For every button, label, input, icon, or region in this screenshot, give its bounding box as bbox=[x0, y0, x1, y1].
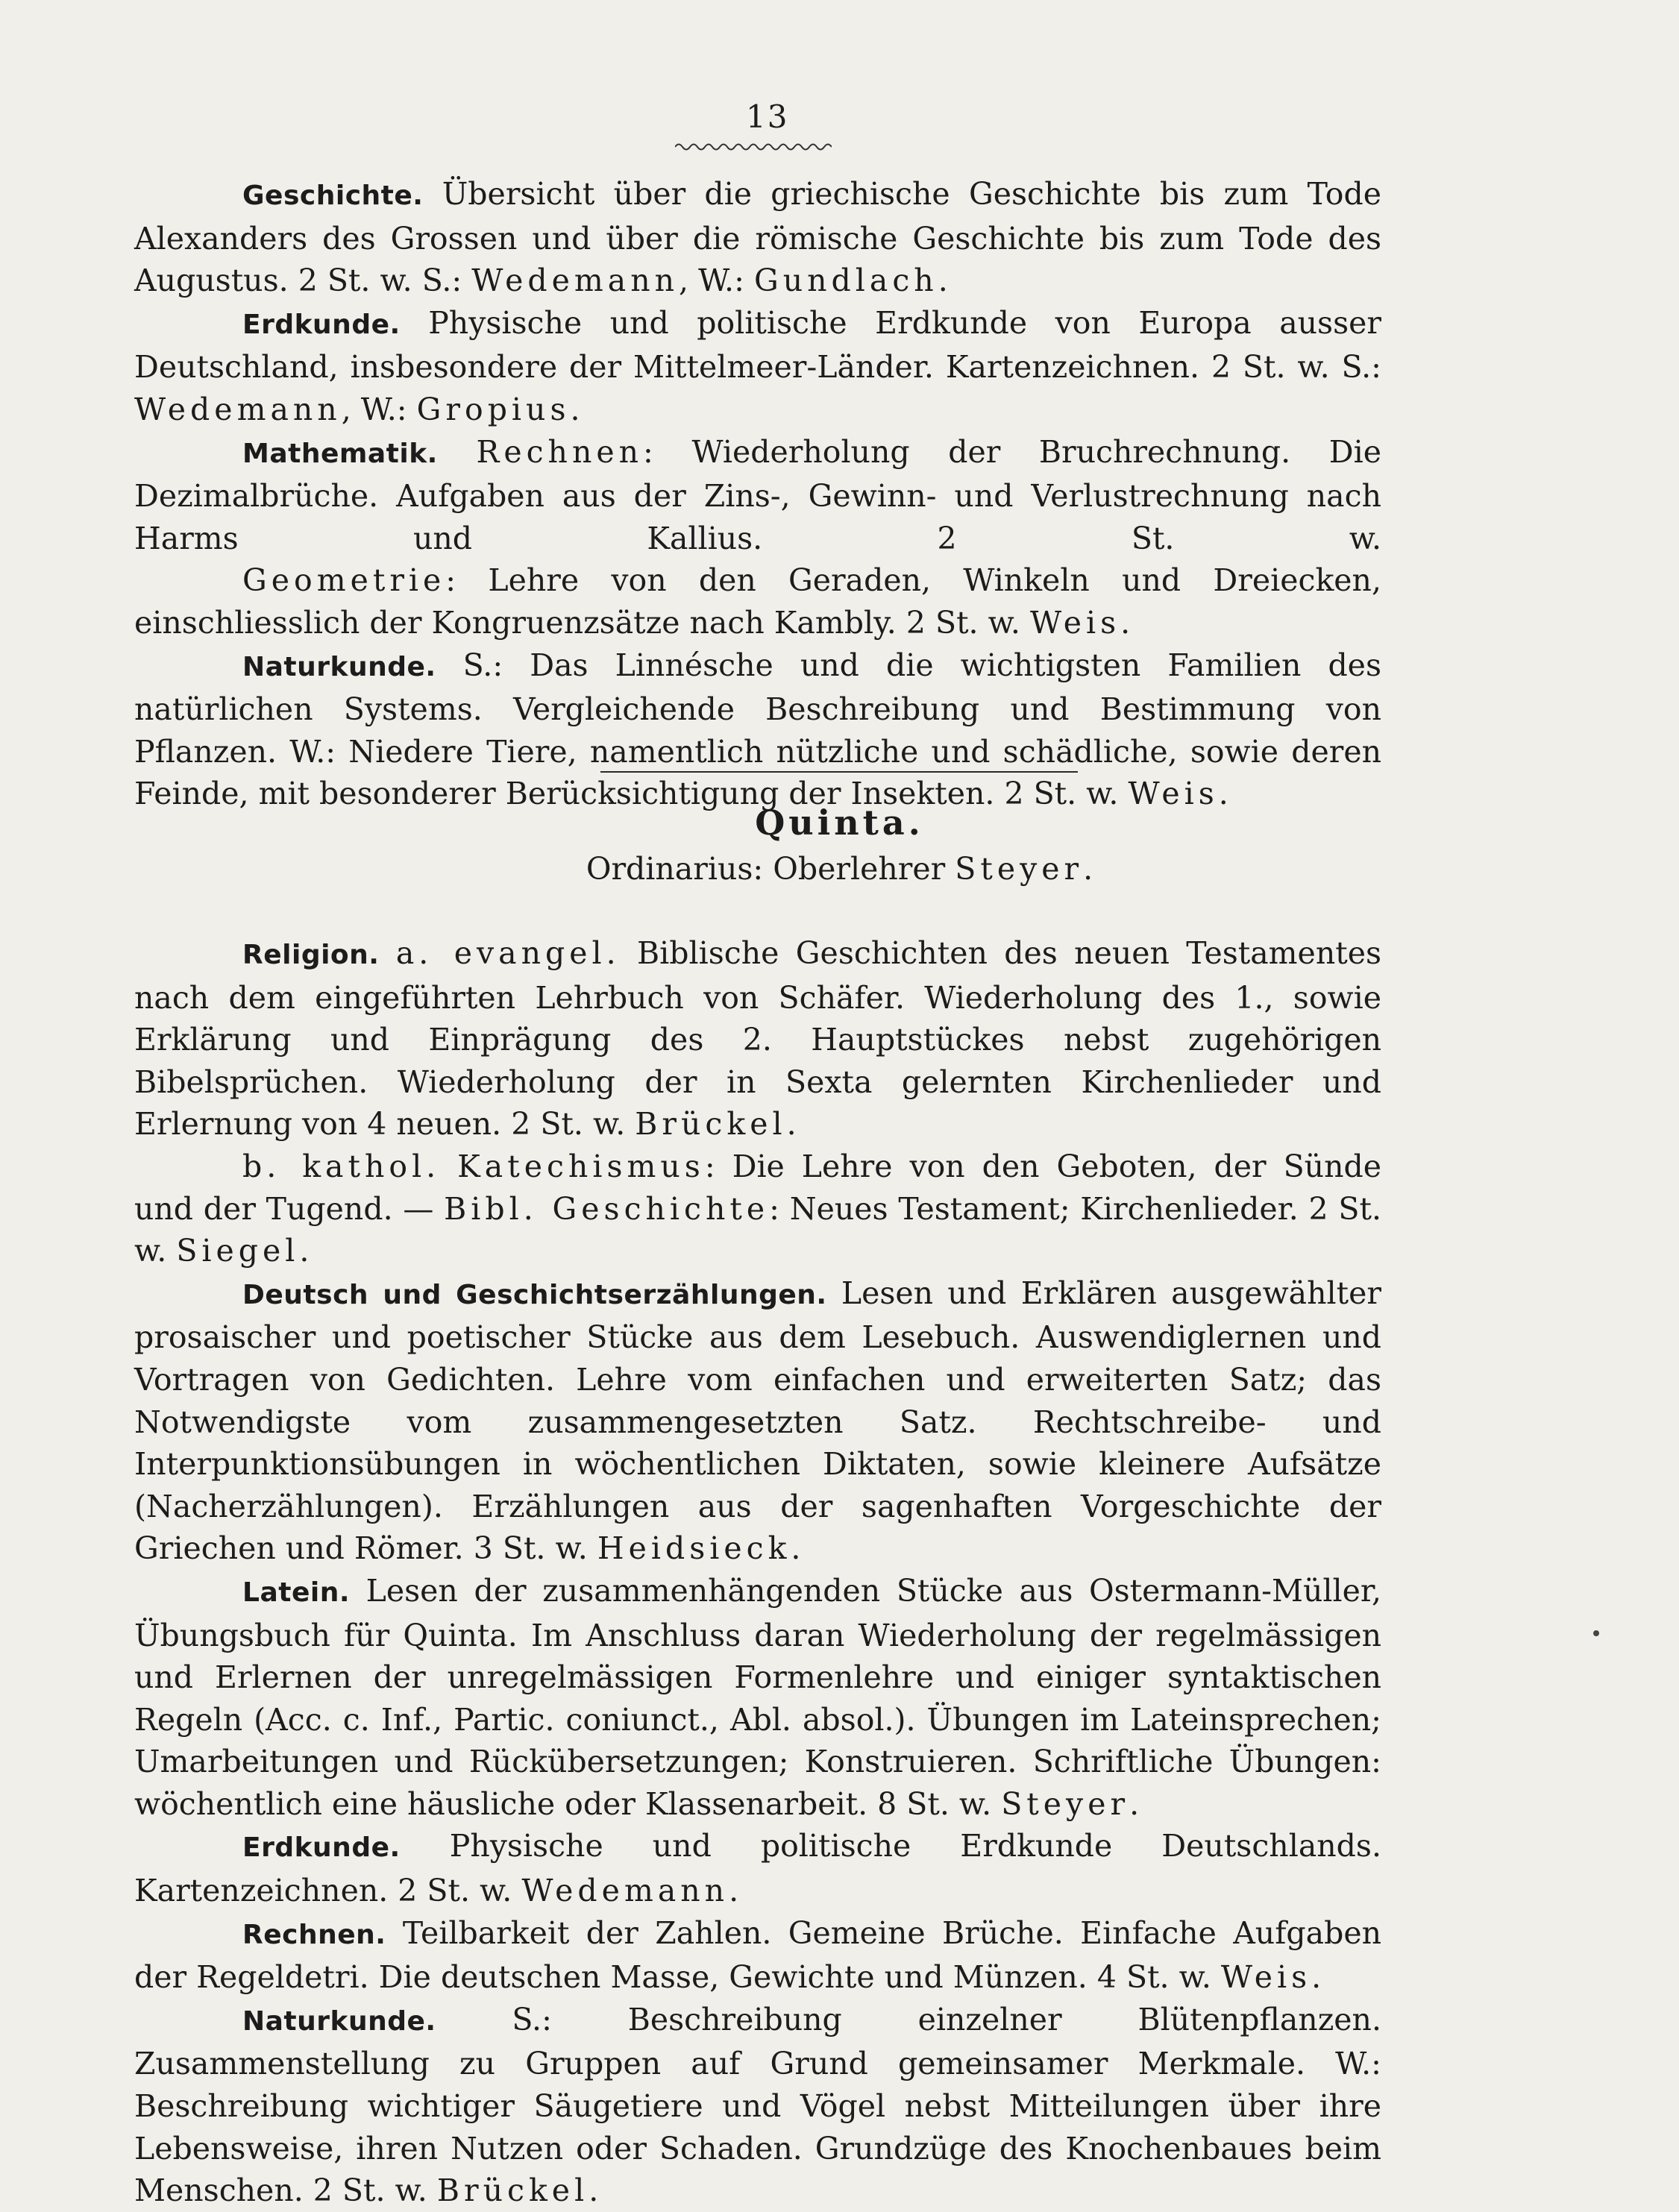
paragraph-naturkunde-quinta: Naturkunde. S.: Beschreibung einzelner Blütenpflanzen. Zusammenstellung zu Gruppen auf Grund gemeinsamer Merkmale. W.: Beschreibung wichtiger Säugetiere und Vögel nebst Mitteilungen über ihre Lebensweise, ihren Nutzen oder Schaden. Grundzüge des Knochenbaues beim Menschen. 2 St. w. Brückel. bbox=[134, 2001, 1381, 2209]
teacher-name: Gropius bbox=[416, 391, 571, 427]
section-title: Quinta. bbox=[755, 802, 924, 843]
heading-deutsch: Deutsch und Geschichtserzählungen. bbox=[242, 1279, 827, 1310]
teacher-name: Steyer bbox=[955, 851, 1084, 887]
paragraph-erdkunde: Erdkunde. Physische und politische Erdkunde von Europa ausser Deutschland, insbesondere der Mittelmeer-Länder. Kartenzeichnen. 2 St. w. S.: Wedemann, W.: Gropius. bbox=[134, 304, 1381, 427]
paragraph-geometrie: Geometrie: Lehre von den Geraden, Winkeln und Dreiecken, einschliesslich der Kongruenzsätze nach Kambly. 2 St. w. Weis. bbox=[134, 562, 1381, 641]
heading-rechnen: Rechnen. bbox=[242, 1919, 386, 1950]
heading-mathematik: Mathematik. bbox=[242, 438, 438, 469]
lower-section bbox=[134, 932, 1381, 2212]
paragraph-mathematik: Mathematik. Rechnen: Wiederholung der Bruchrechnung. Die Dezimalbrüche. Aufgaben aus der Zins-, Gewinn- und Verlustrechnung nach Harms und Kallius. 2 St. w. bbox=[134, 433, 1381, 556]
teacher-name: Gundlach bbox=[753, 263, 938, 299]
page-number: 13 bbox=[746, 98, 789, 135]
teacher-name: Wedemann bbox=[471, 263, 680, 299]
teacher-name: Weis bbox=[1128, 776, 1219, 812]
section-divider bbox=[600, 771, 1078, 773]
paragraph-erdkunde-quinta: Erdkunde. Physische und politische Erdkunde Deutschlands. Kartenzeichnen. 2 St. w. Wedemann. bbox=[134, 1828, 1381, 1909]
subject-part: a. evangel. bbox=[395, 935, 621, 971]
subject-part: Bibl. Geschichte bbox=[444, 1190, 770, 1227]
paragraph-latein: Latein. Lesen der zusammenhängenden Stücke aus Ostermann-Müller, Übungsbuch für Quinta. Im Anschluss daran Wiederholung der regelmässigen und Erlernen der unregelmässigen Formenlehre und einiger syntaktischen Regeln (Acc. c. Inf., Partic. coniunct., Abl. absol.). Übungen im Lateinsprechen; Umarbeitungen und Rückübersetzungen; Konstruieren. Schriftliche Übungen: wöchentlich eine häusliche oder Klassenarbeit. 8 St. w. Steyer. bbox=[134, 1572, 1381, 1822]
subject-part: Geometrie bbox=[242, 562, 446, 599]
heading-geschichte: Geschichte. bbox=[242, 180, 424, 211]
teacher-name: Siegel bbox=[176, 1233, 300, 1269]
heading-naturkunde: Naturkunde. bbox=[242, 651, 436, 682]
heading-religion: Religion. bbox=[242, 940, 380, 970]
heading-latein: Latein. bbox=[242, 1577, 351, 1608]
teacher-name: Heidsieck bbox=[597, 1530, 791, 1567]
ink-speck bbox=[1593, 1630, 1599, 1636]
heading-naturkunde: Naturkunde. bbox=[242, 2005, 436, 2037]
teacher-name: Weis bbox=[1220, 1959, 1312, 1996]
subject-part: Rechnen bbox=[476, 433, 644, 470]
page-number-ornament bbox=[675, 142, 832, 152]
teacher-name: Brückel bbox=[635, 1106, 787, 1143]
teacher-name: Steyer bbox=[1001, 1785, 1130, 1822]
ordinarius-line: Ordinarius: Oberlehrer Steyer. bbox=[586, 851, 1093, 887]
teacher-name: Wedemann bbox=[521, 1873, 729, 1909]
upper-section bbox=[134, 173, 1381, 815]
heading-erdkunde: Erdkunde. bbox=[242, 309, 401, 340]
teacher-name: Brückel bbox=[436, 2172, 589, 2209]
teacher-name: Weis bbox=[1029, 604, 1121, 641]
paragraph-geschichte: Geschichte. Übersicht über die griechische Geschichte bis zum Tode Alexanders des Grossen und über die römische Geschichte bis zum Tode des Augustus. 2 St. w. S.: Wedemann, W.: Gundlach. bbox=[134, 176, 1381, 299]
paragraph-religion-kathol: b. kathol. Katechismus: Die Lehre von den Geboten, der Sünde und der Tugend. — Bibl. Geschichte: Neues Testament; Kirchenlieder. 2 St. w. Siegel. bbox=[134, 1148, 1381, 1269]
paragraph-deutsch: Deutsch und Geschichtserzählungen. Lesen und Erklären ausgewählter prosaischer und poetischer Stücke aus dem Lesebuch. Auswendiglernen und Vortragen von Gedichten. Lehre vom einfachen und erweiterten Satz; das Notwendigste vom zusammengesetzten Satz. Rechtschreibe- und Interpunktionsübungen in wöchentlichen Diktaten, sowie kleinere Aufsätze (Nacherzählungen). Erzählungen aus der sagenhaften Vorgeschichte der Griechen und Römer. 3 St. w. Heidsieck. bbox=[134, 1275, 1381, 1567]
paragraph-rechnen: Rechnen. Teilbarkeit der Zahlen. Gemeine Brüche. Einfache Aufgaben der Regeldetri. Die deutschen Masse, Gewichte und Münzen. 4 St. w. Weis. bbox=[134, 1914, 1381, 1996]
subject-part: b. kathol. bbox=[242, 1148, 441, 1184]
paragraph-naturkunde: Naturkunde. S.: Das Linnésche und die wichtigsten Familien des natürlichen Systems. Vergleichende Beschreibung und Bestimmung von Pflanzen. W.: Niedere Tiere, namentlich nützliche und schädliche, sowie deren Feinde, mit besonderer Berücksichtigung der Insekten. 2 St. w. Weis. bbox=[134, 647, 1381, 812]
heading-erdkunde: Erdkunde. bbox=[242, 1832, 401, 1864]
subject-part: Katechismus bbox=[457, 1148, 705, 1184]
paragraph-religion-evangel: Religion. a. evangel. Biblische Geschichten des neuen Testamentes nach dem eingeführten Lehrbuch von Schäfer. Wiederholung des 1., sowie Erklärung und Einprägung des 2. Hauptstückes nebst zugehörigen Bibelsprüchen. Wiederholung der in Sexta gelernten Kirchenlieder und Erlernung von 4 neuen. 2 St. w. Brückel. bbox=[134, 935, 1381, 1143]
teacher-name: Wedemann bbox=[134, 391, 342, 427]
